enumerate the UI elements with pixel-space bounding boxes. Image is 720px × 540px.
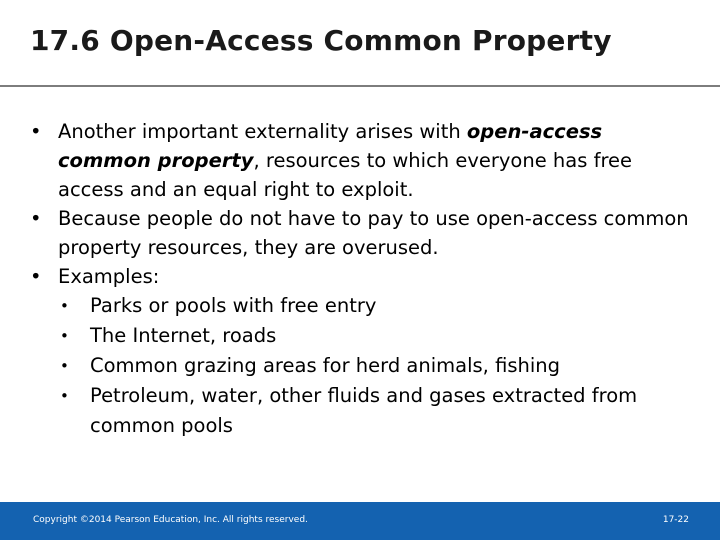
bullet-text: Examples: [58,265,160,288]
sub-bullet-text: Petroleum, water, other fluids and gases extracted from common pools [90,384,638,437]
bullet-icon: • [30,207,42,230]
examples-list [60,291,700,441]
title-divider [0,85,720,87]
key-term: open-access common property [58,120,603,172]
sub-bullet-item [60,351,700,381]
sub-bullet-icon: • [60,297,69,315]
bullet-text-post: , resources to which everyone has free access and an equal right to exploit. [58,149,633,201]
slide-title: 17.6 Open-Access Common Property [30,24,612,57]
bullet-item [30,117,700,204]
copyright-text: Copyright ©2014 Pearson Education, Inc. All rights reserved. [33,515,308,525]
sub-bullet-item [60,321,700,351]
bullet-text-pre: Another important externality arises with [58,120,467,143]
slide-content [30,117,700,441]
sub-bullet-text: Parks or pools with free entry [90,294,377,317]
bullet-text: Because people do not have to pay to use open-access common property resources, they are overused. [58,207,689,259]
sub-bullet-icon: • [60,387,69,405]
sub-bullet-icon: • [60,357,69,375]
sub-bullet-text: Common grazing areas for herd animals, fishing [90,354,561,377]
bullet-item [30,262,700,291]
page-number: 17-22 [662,515,689,525]
bullet-item [30,204,700,262]
sub-bullet-item [60,291,700,321]
bullet-icon: • [30,265,42,288]
footer-bar [0,502,720,540]
sub-bullet-icon: • [60,327,69,345]
sub-bullet-text: The Internet, roads [90,324,277,347]
bullet-icon: • [30,120,42,143]
sub-bullet-item [60,381,700,441]
